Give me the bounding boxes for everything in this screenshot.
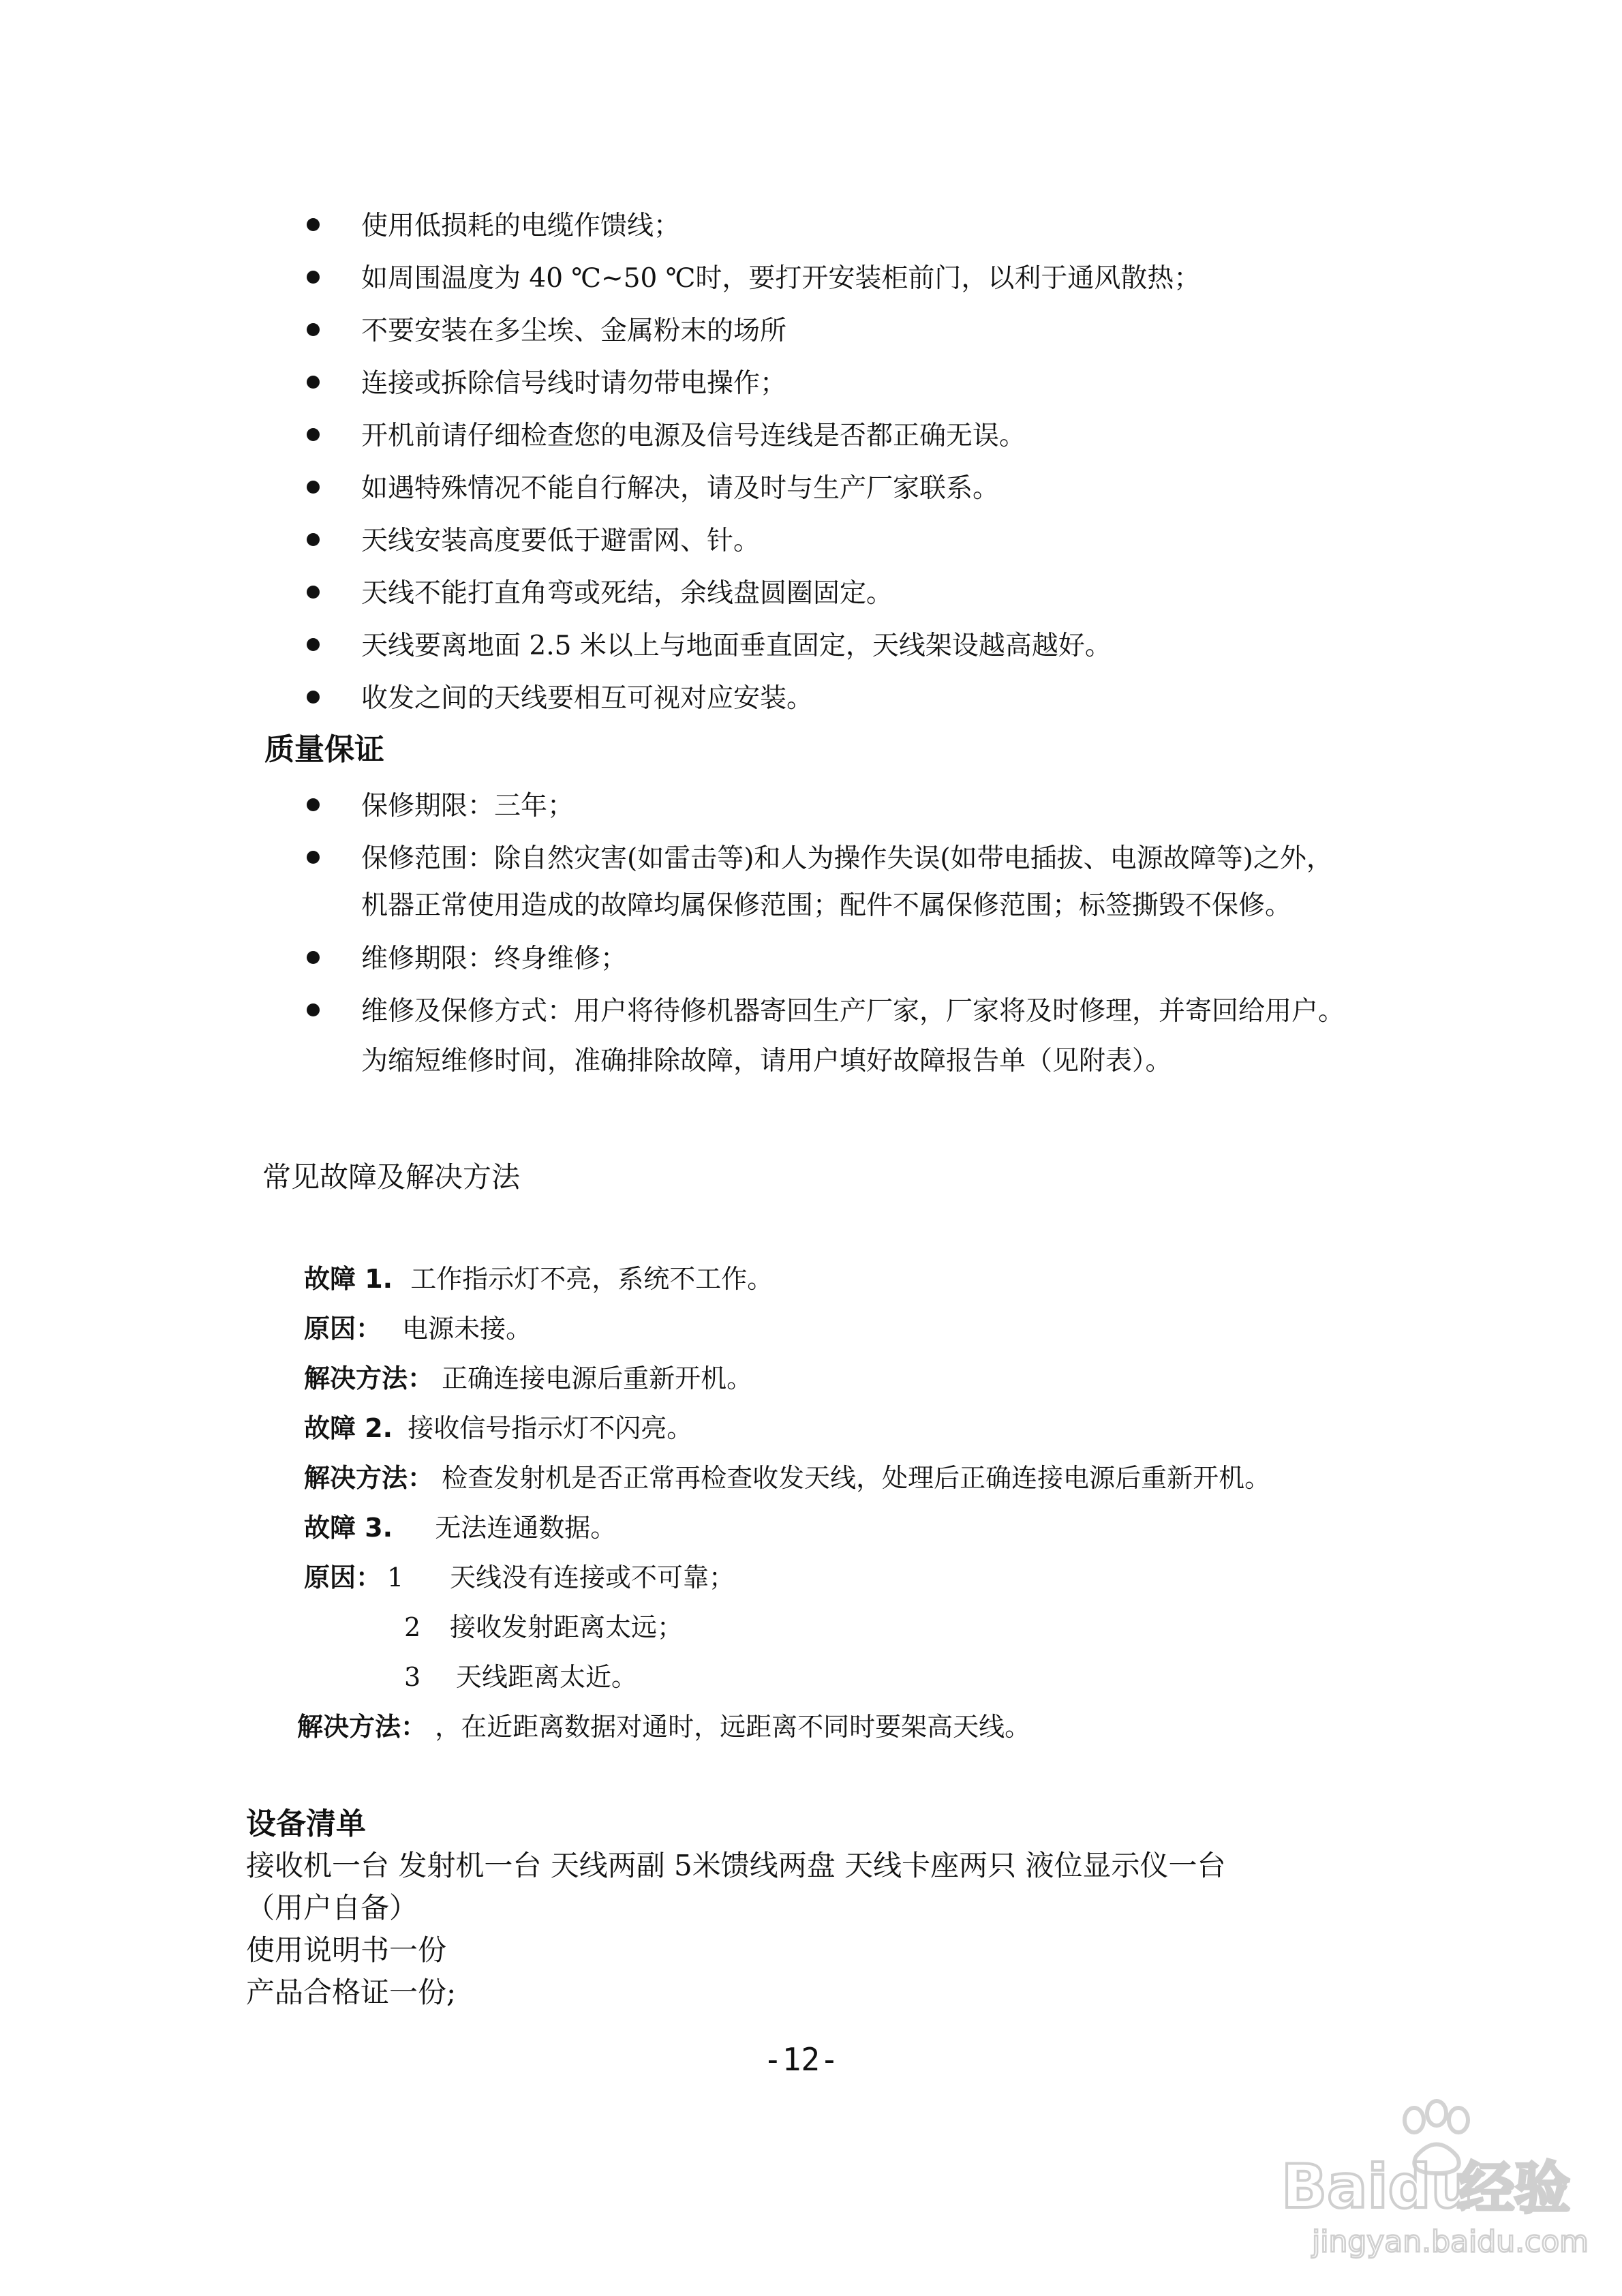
solution-text: 正确连接电源后重新开机。	[442, 1363, 753, 1393]
warranty-title: 质量保证	[264, 732, 384, 767]
install-note: 天线安装高度要低于避雷网、针。	[361, 526, 761, 556]
warranty-item-continued: 为缩短维修时间，准确排除故障，请用户填好故障报告单（见附表）。	[361, 1046, 1172, 1076]
install-note: 如周围温度为 40 ℃~50 ℃时，要打开安装柜前门，以利于通风散热；	[361, 263, 1201, 294]
bullet-icon	[307, 798, 320, 811]
bullet-icon	[307, 323, 320, 336]
bullet-icon	[307, 851, 320, 864]
fault-label: 故障 3.	[304, 1513, 393, 1543]
faults-title: 常见故障及解决方法	[262, 1160, 521, 1194]
warranty-item: 保修期限：三年；	[361, 791, 575, 821]
solution-label: 解决方法：	[297, 1712, 427, 1742]
page-number: -12-	[763, 2041, 839, 2078]
fault-1	[304, 1266, 773, 1292]
equipment-title: 设备清单	[246, 1807, 366, 1841]
bullet-icon	[307, 271, 320, 284]
cause-item	[404, 1612, 684, 1642]
baidu-watermark-logo	[1274, 2064, 1595, 2269]
fault-1-solution	[304, 1365, 752, 1391]
fault-text: 接收信号指示灯不闪亮。	[408, 1413, 693, 1443]
fault-2-solution	[304, 1465, 1270, 1491]
cause-number: 1	[387, 1562, 404, 1592]
cause-number: 2	[404, 1612, 421, 1642]
watermark-brand: Baidu	[1281, 2151, 1474, 2222]
bullet-icon	[307, 638, 320, 651]
cause-label: 原因：	[304, 1562, 382, 1592]
install-note: 使用低损耗的电缆作馈线；	[361, 211, 681, 241]
warranty-item: 维修期限：终身维修；	[361, 943, 628, 974]
watermark-brand-cn: 经验	[1458, 2156, 1571, 2221]
bullet-icon	[307, 428, 320, 441]
install-note: 收发之间的天线要相互可视对应安装。	[361, 683, 814, 714]
fault-label: 故障 2.	[304, 1413, 393, 1443]
fault-3-cause	[304, 1562, 382, 1592]
equipment-line: 产品合格证一份;	[246, 1976, 457, 2009]
equipment-line: （用户自备）	[246, 1891, 418, 1924]
fault-3-solution	[297, 1714, 1030, 1740]
bullet-icon	[307, 481, 320, 494]
solution-text: ，在近距离数据对通时，远距离不同时要架高天线。	[435, 1712, 1031, 1742]
bullet-icon	[307, 586, 320, 599]
cause-text: 天线没有连接或不可靠；	[450, 1562, 735, 1592]
bullet-icon	[307, 951, 320, 964]
install-note: 天线要离地面 2.5 米以上与地面垂直固定，天线架设越高越好。	[361, 631, 1112, 661]
fault-label: 故障 1.	[304, 1264, 393, 1294]
cause-text: 接收发射距离太远；	[450, 1612, 684, 1642]
equipment-line: 使用说明书一份	[246, 1933, 447, 1967]
fault-2	[304, 1415, 692, 1441]
warranty-item: 维修及保修方式：用户将待修机器寄回生产厂家，厂家将及时修理，并寄回给用户。	[361, 996, 1345, 1027]
fault-text: 工作指示灯不亮，系统不工作。	[410, 1264, 774, 1294]
bullet-icon	[307, 218, 320, 231]
warranty-item: 保修范围：除自然灾害(如雷击等)和人为操作失误(如带电插拔、电源故障等)之外，	[361, 843, 1333, 874]
solution-label: 解决方法：	[304, 1463, 434, 1493]
cause-text: 电源未接。	[402, 1314, 532, 1344]
cause-label: 原因：	[304, 1314, 382, 1344]
solution-label: 解决方法：	[304, 1363, 434, 1393]
warranty-item-continued: 机器正常使用造成的故障均属保修范围；配件不属保修范围；标签撕毁不保修。	[361, 890, 1292, 921]
fault-1-cause	[304, 1316, 532, 1342]
install-note: 如遇特殊情况不能自行解决，请及时与生产厂家联系。	[361, 473, 1000, 504]
install-note: 连接或拆除信号线时请勿带电操作；	[361, 368, 787, 399]
install-note: 不要安装在多尘埃、金属粉末的场所	[361, 316, 787, 346]
install-note: 开机前请仔细检查您的电源及信号连线是否都正确无误。	[361, 421, 1026, 451]
bullet-icon	[307, 691, 320, 704]
equipment-line: 接收机一台 发射机一台 天线两副 5米馈线两盘 天线卡座两只 液位显示仪一台	[246, 1849, 1226, 1882]
install-note: 天线不能打直角弯或死结，余线盘圆圈固定。	[361, 578, 893, 609]
bullet-icon	[307, 533, 320, 546]
fault-text: 无法连通数据。	[435, 1513, 617, 1543]
cause-item	[387, 1562, 735, 1592]
bullet-icon	[307, 1003, 320, 1016]
fault-3	[304, 1515, 616, 1541]
cause-number: 3	[404, 1662, 421, 1692]
cause-item	[404, 1662, 638, 1692]
cause-text: 天线距离太近。	[456, 1662, 638, 1692]
solution-text: 检查发射机是否正常再检查收发天线，处理后正确连接电源后重新开机。	[442, 1463, 1271, 1493]
bullet-icon	[307, 376, 320, 389]
watermark-url: jingyan.baidu.com	[1312, 2224, 1589, 2259]
